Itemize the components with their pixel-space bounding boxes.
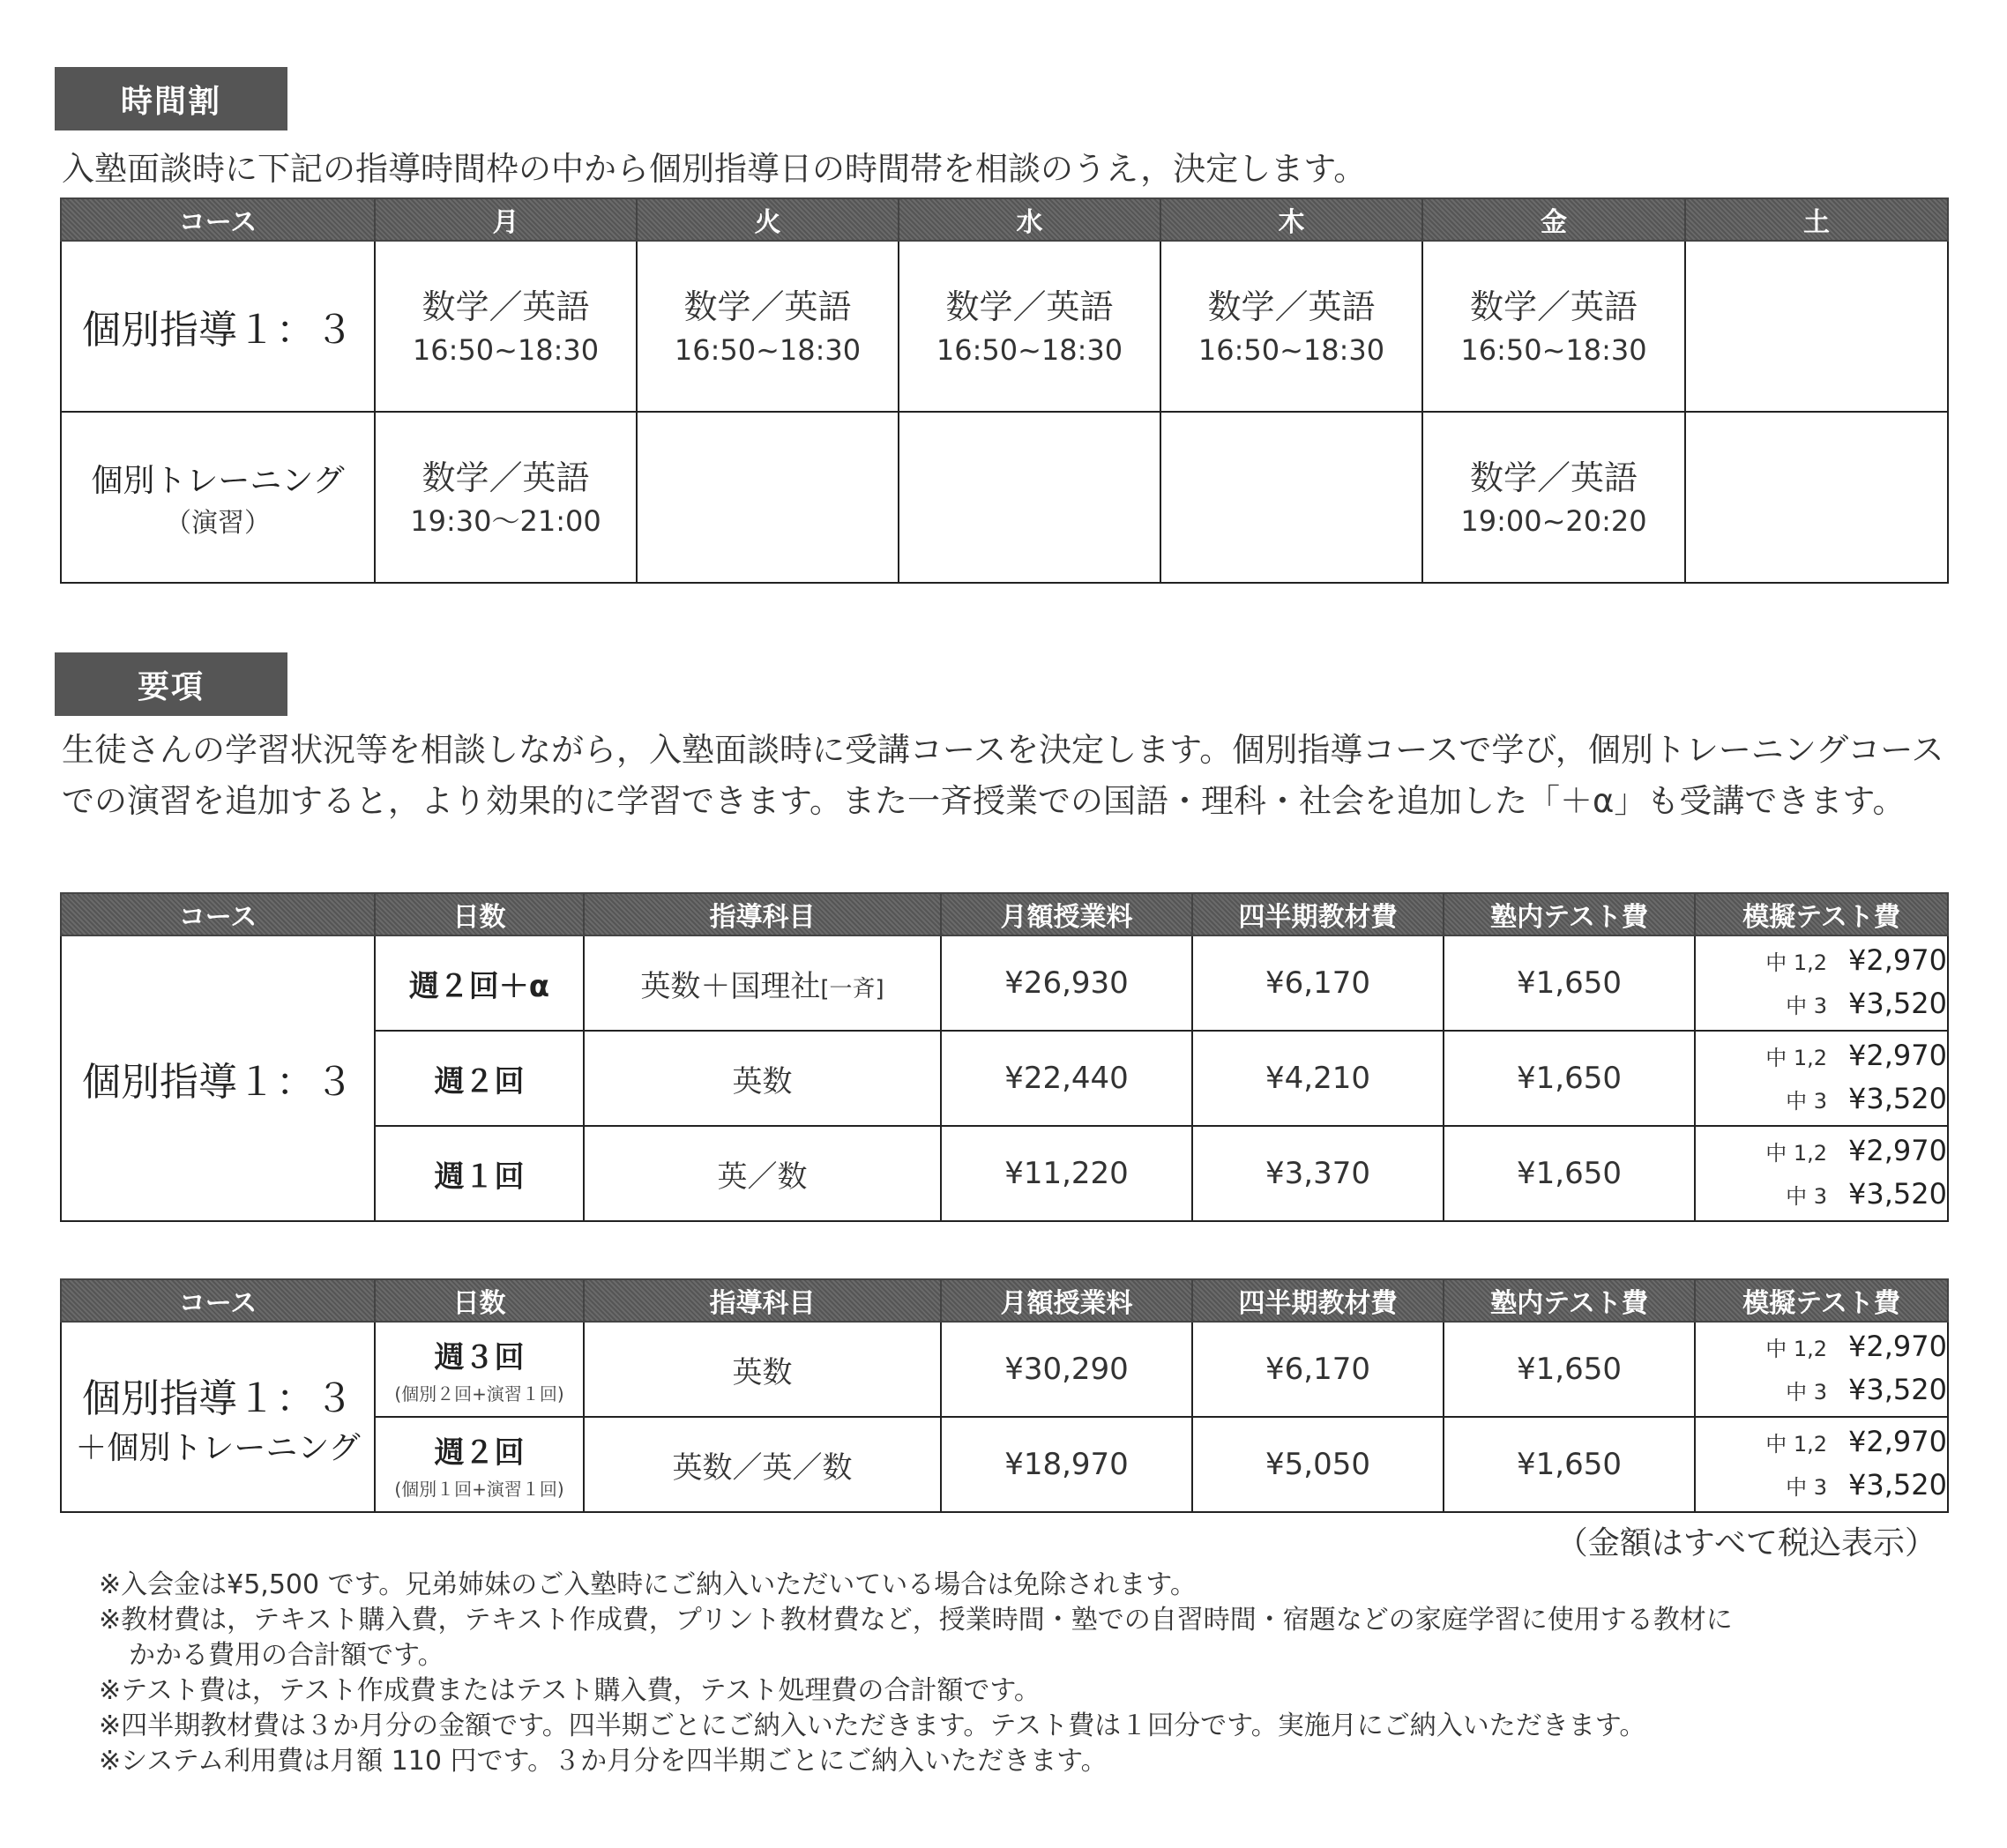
header-course: コース [61, 893, 375, 935]
slot-cell [375, 412, 637, 583]
header-thu: 木 [1160, 198, 1422, 241]
material-fee-cell: ¥4,210 [1192, 1031, 1444, 1126]
mock-fee: ¥3,520 [1848, 1373, 1947, 1406]
slot-cell-empty [1685, 412, 1948, 583]
course-sub: ＋個別トレーニング [75, 1429, 361, 1466]
grade-label: 中 1,2 [1765, 1337, 1828, 1361]
footnote: ※入会金は¥5,500 です。兄弟姉妹のご入塾時にご納入いただいている場合は免除されます。 [99, 1569, 1197, 1600]
subject-text: 英数＋国理社 [640, 968, 821, 1004]
mock-fee-cell [1695, 935, 1948, 1031]
monthly-fee-cell: ¥26,930 [941, 935, 1192, 1031]
mock-fee: ¥3,520 [1848, 1177, 1947, 1211]
header-days: 日数 [375, 1279, 584, 1322]
mock-fee: ¥3,520 [1848, 1468, 1947, 1502]
header-tue: 火 [637, 198, 899, 241]
header-test-fee: 塾内テスト費 [1444, 893, 1695, 935]
slot-cell-empty [1685, 241, 1948, 412]
freq-cell: 週２回 [375, 1031, 584, 1126]
freq-text: 週３回 [434, 1340, 525, 1375]
slot-cell-empty [1160, 412, 1422, 583]
slot-time: 19:30〜21:00 [410, 504, 601, 538]
course-cell [61, 412, 375, 583]
tax-note: （金額はすべて税込表示） [1556, 1525, 1936, 1561]
slot-cell [1422, 412, 1685, 583]
grade-label: 中 3 [1786, 1089, 1828, 1114]
slot-time: 16:50~18:30 [412, 333, 600, 367]
slot-cell [375, 241, 637, 412]
slot-time: 19:00~20:20 [1460, 504, 1647, 538]
footnote: ※四半期教材費は３か月分の金額です。四半期ごとにご納入いただきます。テスト費は１回分です。実施月にご納入いただきます。 [99, 1710, 1646, 1741]
monthly-fee-cell: ¥11,220 [941, 1126, 1192, 1221]
subject-cell: 英数 [584, 1031, 941, 1126]
header-sat: 土 [1685, 198, 1948, 241]
slot-subject: 数学／英語 [1469, 458, 1638, 497]
fee-header-row [61, 893, 1948, 935]
grade-label: 中 3 [1786, 1475, 1828, 1500]
fee-header-row [61, 1279, 1948, 1322]
table-row [61, 241, 1948, 412]
timetable-header-row [61, 198, 1948, 241]
grade-label: 中 3 [1786, 994, 1828, 1018]
test-fee-cell: ¥1,650 [1444, 1322, 1695, 1417]
subject-note: [一斉] [820, 975, 884, 1002]
table-row [61, 1322, 1948, 1417]
table-row [61, 412, 1948, 583]
monthly-fee-cell: ¥18,970 [941, 1417, 1192, 1512]
monthly-fee-cell: ¥22,440 [941, 1031, 1192, 1126]
mock-fee: ¥2,970 [1848, 1134, 1947, 1167]
course-name: 個別指導１：３ [82, 1375, 354, 1421]
slot-subject: 数学／英語 [945, 287, 1114, 326]
material-fee-cell: ¥5,050 [1192, 1417, 1444, 1512]
freq-note: (個別２回+演習１回) [394, 1383, 564, 1405]
freq-cell [375, 1417, 584, 1512]
timetable-intro: 入塾面談時に下記の指導時間枠の中から個別指導日の時間帯を相談のうえ，決定します。 [62, 150, 1367, 188]
header-subjects: 指導科目 [584, 893, 941, 935]
footnote: ※テスト費は，テスト作成費またはテスト購入費，テスト処理費の合計額です。 [99, 1675, 1041, 1706]
test-fee-cell: ¥1,650 [1444, 1417, 1695, 1512]
freq-cell [375, 1322, 584, 1417]
mock-fee: ¥3,520 [1848, 987, 1947, 1020]
course-sub: （演習） [165, 507, 271, 539]
course-name: 個別指導１：３ [82, 308, 354, 353]
mock-fee-cell [1695, 1126, 1948, 1221]
material-fee-cell: ¥3,370 [1192, 1126, 1444, 1221]
footnote: かかる費用の合計額です。 [129, 1640, 444, 1671]
course-name: 個別トレーニング [91, 462, 345, 499]
header-days: 日数 [375, 893, 584, 935]
slot-cell [1422, 241, 1685, 412]
slot-cell-empty [899, 412, 1160, 583]
monthly-fee-cell: ¥30,290 [941, 1322, 1192, 1417]
test-fee-cell: ¥1,650 [1444, 935, 1695, 1031]
header-subjects: 指導科目 [584, 1279, 941, 1322]
mock-fee: ¥2,970 [1848, 1330, 1947, 1363]
grade-label: 中 1,2 [1765, 1046, 1828, 1070]
mock-fee-cell [1695, 1031, 1948, 1126]
header-monthly-fee: 月額授業料 [941, 1279, 1192, 1322]
slot-subject: 数学／英語 [683, 287, 852, 326]
slot-time: 16:50~18:30 [1460, 333, 1647, 367]
freq-text: 週２回 [434, 1435, 525, 1471]
section-tag-timetable: 時間割 [55, 67, 287, 130]
header-wed: 水 [899, 198, 1160, 241]
header-course: コース [61, 1279, 375, 1322]
subject-cell: 英数／英／数 [584, 1417, 941, 1512]
material-fee-cell: ¥6,170 [1192, 1322, 1444, 1417]
freq-cell: 週１回 [375, 1126, 584, 1221]
footnote: ※システム利用費は月額 110 円です。３か月分を四半期ごとにご納入いただきます。 [99, 1746, 1108, 1777]
mock-fee: ¥2,970 [1848, 1425, 1947, 1458]
timetable-table [60, 197, 1949, 584]
fee-table-2 [60, 1278, 1949, 1513]
course-name: 個別指導１：３ [82, 1060, 354, 1105]
overview-intro: 生徒さんの学習状況等を相談しながら，入塾面談時に受講コースを決定します。個別指導コースで学び，個別トレーニングコースでの演習を追加すると，より効果的に学習できます。また一斉授業での国語・理科・社会を追加した「＋α」も受講できます。 [62, 731, 1944, 820]
freq-note: (個別１回+演習１回) [394, 1479, 564, 1500]
fee-table-1 [60, 892, 1949, 1222]
course-cell [61, 241, 375, 412]
mock-fee: ¥2,970 [1848, 1039, 1947, 1072]
slot-subject: 数学／英語 [1207, 287, 1376, 326]
mock-fee: ¥2,970 [1848, 943, 1947, 977]
header-mon: 月 [375, 198, 637, 241]
grade-label: 中 1,2 [1765, 950, 1828, 975]
grade-label: 中 1,2 [1765, 1141, 1828, 1166]
slot-cell [1160, 241, 1422, 412]
header-material-fee: 四半期教材費 [1192, 893, 1444, 935]
slot-time: 16:50~18:30 [936, 333, 1123, 367]
slot-time: 16:50~18:30 [674, 333, 862, 367]
grade-label: 中 1,2 [1765, 1432, 1828, 1457]
header-test-fee: 塾内テスト費 [1444, 1279, 1695, 1322]
header-mock-fee: 模擬テスト費 [1695, 893, 1948, 935]
mock-fee-cell [1695, 1417, 1948, 1512]
grade-label: 中 3 [1786, 1184, 1828, 1209]
footnotes [99, 1568, 1733, 1779]
header-fri: 金 [1422, 198, 1685, 241]
course-cell [61, 935, 375, 1221]
slot-cell [637, 241, 899, 412]
test-fee-cell: ¥1,650 [1444, 1126, 1695, 1221]
footnote: ※教材費は，テキスト購入費，テキスト作成費，プリント教材費など，授業時間・塾での自習時間・宿題などの家庭学習に使用する教材に [99, 1605, 1733, 1636]
grade-label: 中 3 [1786, 1380, 1828, 1405]
subject-cell: 英／数 [584, 1126, 941, 1221]
course-cell [61, 1322, 375, 1512]
subject-cell [584, 935, 941, 1031]
header-mock-fee: 模擬テスト費 [1695, 1279, 1948, 1322]
slot-cell [899, 241, 1160, 412]
table-row [61, 935, 1948, 1031]
mock-fee: ¥3,520 [1848, 1082, 1947, 1115]
freq-cell: 週２回＋α [375, 935, 584, 1031]
slot-subject: 数学／英語 [1469, 287, 1638, 326]
test-fee-cell: ¥1,650 [1444, 1031, 1695, 1126]
slot-time: 16:50~18:30 [1197, 333, 1385, 367]
section-tag-overview: 要項 [55, 652, 287, 716]
header-material-fee: 四半期教材費 [1192, 1279, 1444, 1322]
slot-subject: 数学／英語 [422, 287, 590, 326]
material-fee-cell: ¥6,170 [1192, 935, 1444, 1031]
mock-fee-cell [1695, 1322, 1948, 1417]
slot-cell-empty [637, 412, 899, 583]
subject-cell: 英数 [584, 1322, 941, 1417]
header-course: コース [61, 198, 375, 241]
header-monthly-fee: 月額授業料 [941, 893, 1192, 935]
slot-subject: 数学／英語 [422, 458, 590, 497]
